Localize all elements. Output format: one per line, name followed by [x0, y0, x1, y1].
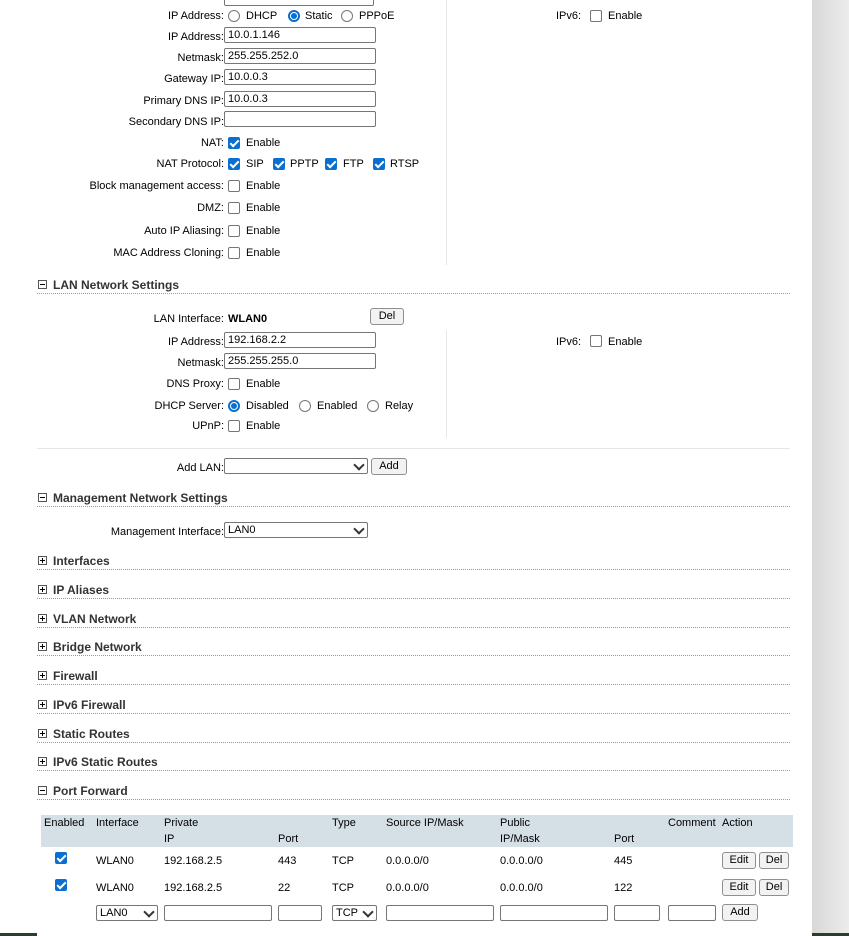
new-public-ip-input[interactable] [500, 905, 608, 921]
management-interface-value: LAN0 [228, 524, 256, 536]
mac-clone-enable: Enable [246, 247, 281, 259]
add-lan-label: Add LAN: [176, 462, 224, 474]
subcol-empty [719, 831, 793, 847]
table-row [41, 847, 793, 874]
row-enabled-cell [41, 847, 93, 874]
dhcp-relay-label: Relay [385, 400, 414, 412]
section-ipv6-static-routes[interactable] [37, 756, 790, 771]
section-title: Bridge Network [53, 640, 142, 654]
wan-secondary-dns-input[interactable] [224, 111, 376, 127]
edit-button[interactable]: Edit [722, 879, 756, 896]
lan-ipv6-checkbox[interactable] [590, 335, 602, 347]
col-private-port-spacer [275, 815, 329, 831]
new-public-port-input[interactable] [614, 905, 660, 921]
col-interface: Interface [93, 815, 161, 831]
col-source: Source IP/Mask [383, 815, 497, 831]
wan-nat-checkbox[interactable] [228, 137, 240, 149]
wan-nat-enable: Enable [246, 137, 281, 149]
block-mgmt-label: Block management access: [89, 180, 224, 192]
row-interface: WLAN0 [96, 854, 134, 867]
new-interface-select[interactable] [96, 905, 158, 921]
dns-proxy-label: DNS Proxy: [166, 378, 224, 390]
management-interface-select[interactable] [224, 522, 368, 538]
management-interface-label: Management Interface: [110, 526, 224, 538]
subcol-empty [329, 831, 383, 847]
mac-clone-label: MAC Address Cloning: [113, 247, 224, 259]
del-button[interactable]: Del [759, 879, 789, 896]
wan-ip-label: IP Address: [167, 31, 224, 43]
expand-icon[interactable] [38, 729, 47, 738]
expand-icon[interactable] [38, 614, 47, 623]
lan-divider [37, 448, 790, 449]
chevron-down-icon [362, 906, 373, 917]
new-interface-cell [93, 901, 161, 924]
wan-ipv6-enable: Enable [608, 10, 643, 22]
section-ip-aliases[interactable] [37, 584, 790, 599]
expand-icon[interactable] [38, 757, 47, 766]
section-title: IPv6 Static Routes [53, 755, 158, 769]
wan-ipv6-checkbox[interactable] [590, 10, 602, 22]
upnp-enable: Enable [246, 420, 281, 432]
col-type: Type [329, 815, 383, 831]
expand-icon[interactable] [38, 671, 47, 680]
lan-interface-label: LAN Interface: [153, 313, 224, 325]
dmz-label: DMZ: [197, 202, 224, 214]
new-comment-cell [665, 901, 719, 924]
col-public: Public [497, 815, 611, 831]
col-comment: Comment [665, 815, 719, 831]
lan-ip-input[interactable]: 192.168.2.2 [224, 332, 376, 348]
section-title: IPv6 Firewall [53, 698, 126, 712]
nat-ftp-label: FTP [343, 158, 364, 170]
add-lan-select[interactable] [224, 458, 368, 474]
lan-section-title: LAN Network Settings [53, 278, 180, 292]
wan-secondary-dns-label: Secondary DNS IP: [128, 116, 224, 128]
section-title: VLAN Network [53, 612, 137, 626]
collapse-icon[interactable] [38, 786, 47, 795]
new-private-port-cell [275, 901, 329, 924]
section-title: IP Aliases [53, 583, 110, 597]
subcol-empty [93, 831, 161, 847]
row-interface: WLAN0 [96, 881, 134, 894]
subcol-empty [665, 831, 719, 847]
section-title: Interfaces [53, 554, 110, 568]
nat-rtsp-checkbox[interactable] [373, 158, 385, 170]
nat-pptp-label: PPTP [290, 158, 319, 170]
wan-ipv6-label: IPv6: [556, 10, 582, 22]
port-forward-section-header[interactable] [37, 785, 790, 800]
window-scrollbar-gutter [812, 0, 849, 936]
row-enabled-checkbox[interactable] [55, 852, 67, 864]
new-source-cell [383, 901, 497, 924]
new-interface-value: LAN0 [100, 906, 128, 919]
new-type-cell [329, 901, 383, 924]
subcol-private-port: Port [275, 831, 329, 847]
edit-button[interactable]: Edit [722, 852, 756, 869]
network-settings-page [37, 0, 812, 936]
port-forward-section-title: Port Forward [53, 784, 128, 798]
del-button[interactable]: Del [759, 852, 789, 869]
lan-del-button[interactable]: Del [370, 308, 404, 325]
section-vlan-network[interactable] [37, 613, 790, 628]
nat-ftp-checkbox[interactable] [325, 158, 337, 170]
row-private-ip: 192.168.2.5 [164, 881, 223, 894]
row-enabled-cell [41, 874, 93, 901]
wan-mode-static-label: Static [305, 10, 333, 22]
expand-icon[interactable] [38, 700, 47, 709]
wan-ip-mode-label: IP Address: [167, 10, 224, 22]
collapse-icon[interactable] [38, 493, 47, 502]
upnp-label: UPnP: [192, 420, 224, 432]
subcol-public-port: Port [611, 831, 665, 847]
wan-column-divider [446, 0, 447, 265]
nat-pptp-checkbox[interactable] [273, 158, 285, 170]
wan-mode-dhcp-label: DHCP [246, 10, 278, 22]
dhcp-server-label: DHCP Server: [154, 400, 224, 412]
lan-ip-label: IP Address: [167, 336, 224, 348]
chevron-down-icon [353, 459, 364, 470]
dhcp-relay-radio[interactable] [367, 400, 379, 412]
chevron-down-icon [143, 906, 154, 917]
new-public-ip-cell [497, 901, 611, 924]
subcol-private-ip: IP [161, 831, 275, 847]
wan-nat-label: NAT: [200, 137, 224, 149]
management-section-title: Management Network Settings [53, 491, 228, 505]
col-public-port-spacer [611, 815, 665, 831]
new-private-ip-cell [161, 901, 275, 924]
mac-clone-checkbox[interactable] [228, 247, 240, 259]
wan-mode-static-radio[interactable] [288, 10, 300, 22]
row-private-port: 22 [278, 881, 291, 894]
wan-primary-dns-label: Primary DNS IP: [143, 95, 224, 107]
wan-gateway-label: Gateway IP: [164, 73, 224, 85]
row-source: 0.0.0.0/0 [386, 881, 429, 894]
auto-alias-enable: Enable [246, 225, 281, 237]
new-action-cell [719, 901, 793, 924]
expand-icon[interactable] [38, 642, 47, 651]
expand-icon[interactable] [38, 585, 47, 594]
new-public-port-cell [611, 901, 665, 924]
section-bridge-network[interactable] [37, 641, 790, 656]
row-actions [719, 847, 793, 874]
row-actions [719, 874, 793, 901]
hidden-top-input[interactable] [224, 0, 374, 6]
lan-section-header[interactable] [37, 279, 790, 294]
section-ipv6-firewall[interactable] [37, 699, 790, 714]
lan-column-divider [446, 330, 447, 438]
row-private-ip: 192.168.2.5 [164, 854, 223, 867]
subcol-empty [41, 831, 93, 847]
section-firewall[interactable] [37, 670, 790, 685]
add-lan-button[interactable]: Add [371, 458, 407, 475]
section-title: Firewall [53, 669, 98, 683]
nat-sip-label: SIP [246, 158, 264, 170]
wan-netmask-label: Netmask: [177, 52, 224, 64]
new-comment-input[interactable] [668, 905, 716, 921]
dns-proxy-enable: Enable [246, 378, 281, 390]
subcol-empty [383, 831, 497, 847]
management-section-header[interactable] [37, 492, 790, 507]
wan-mode-dhcp-radio[interactable] [228, 10, 240, 22]
nat-rtsp-label: RTSP [390, 158, 420, 170]
row-comment [665, 847, 719, 874]
chevron-down-icon [353, 523, 364, 534]
new-private-port-input[interactable] [278, 905, 322, 921]
section-title: Static Routes [53, 727, 130, 741]
wan-primary-dns-input[interactable]: 10.0.0.3 [224, 91, 376, 107]
row-public-port: 445 [614, 854, 633, 867]
block-mgmt-checkbox[interactable] [228, 180, 240, 192]
row-public-ip: 0.0.0.0/0 [500, 881, 543, 894]
table-header-row [41, 815, 793, 831]
lan-ipv6-enable: Enable [608, 336, 643, 348]
subcol-public-ipmask: IP/Mask [497, 831, 611, 847]
add-rule-button[interactable]: Add [722, 904, 758, 921]
dhcp-enabled-radio[interactable] [299, 400, 311, 412]
collapse-icon[interactable] [38, 280, 47, 289]
wan-mode-pppoe-radio[interactable] [341, 10, 353, 22]
expand-icon[interactable] [38, 556, 47, 565]
port-forward-table [41, 815, 793, 924]
table-row [41, 874, 793, 901]
lan-netmask-input[interactable]: 255.255.255.0 [224, 353, 376, 369]
wan-gateway-input[interactable]: 10.0.0.3 [224, 69, 376, 85]
lan-interface-value: WLAN0 [228, 313, 268, 325]
lan-netmask-label: Netmask: [177, 357, 224, 369]
wan-mode-pppoe-label: PPPoE [359, 10, 395, 22]
row-source: 0.0.0.0/0 [386, 854, 429, 867]
row-enabled-checkbox[interactable] [55, 879, 67, 891]
col-enabled: Enabled [41, 815, 93, 831]
wan-ip-input[interactable]: 10.0.1.146 [224, 27, 376, 43]
table-subheader-row [41, 831, 793, 847]
upnp-checkbox[interactable] [228, 420, 240, 432]
row-type: TCP [332, 854, 354, 867]
dhcp-disabled-radio[interactable] [228, 400, 240, 412]
row-comment [665, 874, 719, 901]
dhcp-enabled-label: Enabled [317, 400, 358, 412]
lan-ipv6-label: IPv6: [556, 336, 582, 348]
auto-alias-checkbox[interactable] [228, 225, 240, 237]
new-source-input[interactable] [386, 905, 494, 921]
new-type-select[interactable] [332, 905, 377, 921]
dhcp-disabled-label: Disabled [246, 400, 289, 412]
section-interfaces[interactable] [37, 555, 790, 570]
row-type: TCP [332, 881, 354, 894]
auto-alias-label: Auto IP Aliasing: [144, 225, 224, 237]
dmz-enable: Enable [246, 202, 281, 214]
block-mgmt-enable: Enable [246, 180, 281, 192]
col-action: Action [719, 815, 793, 831]
col-private: Private [161, 815, 275, 831]
new-type-value: TCP [336, 906, 358, 919]
row-public-ip: 0.0.0.0/0 [500, 854, 543, 867]
row-public-port: 122 [614, 881, 633, 894]
wan-nat-protocol-label: NAT Protocol: [156, 158, 224, 170]
new-enabled-cell [41, 901, 93, 924]
row-private-port: 443 [278, 854, 297, 867]
new-entry-row [41, 901, 793, 924]
dmz-checkbox[interactable] [228, 202, 240, 214]
wan-netmask-input[interactable]: 255.255.252.0 [224, 48, 376, 64]
section-static-routes[interactable] [37, 728, 790, 743]
dns-proxy-checkbox[interactable] [228, 378, 240, 390]
nat-sip-checkbox[interactable] [228, 158, 240, 170]
new-private-ip-input[interactable] [164, 905, 272, 921]
